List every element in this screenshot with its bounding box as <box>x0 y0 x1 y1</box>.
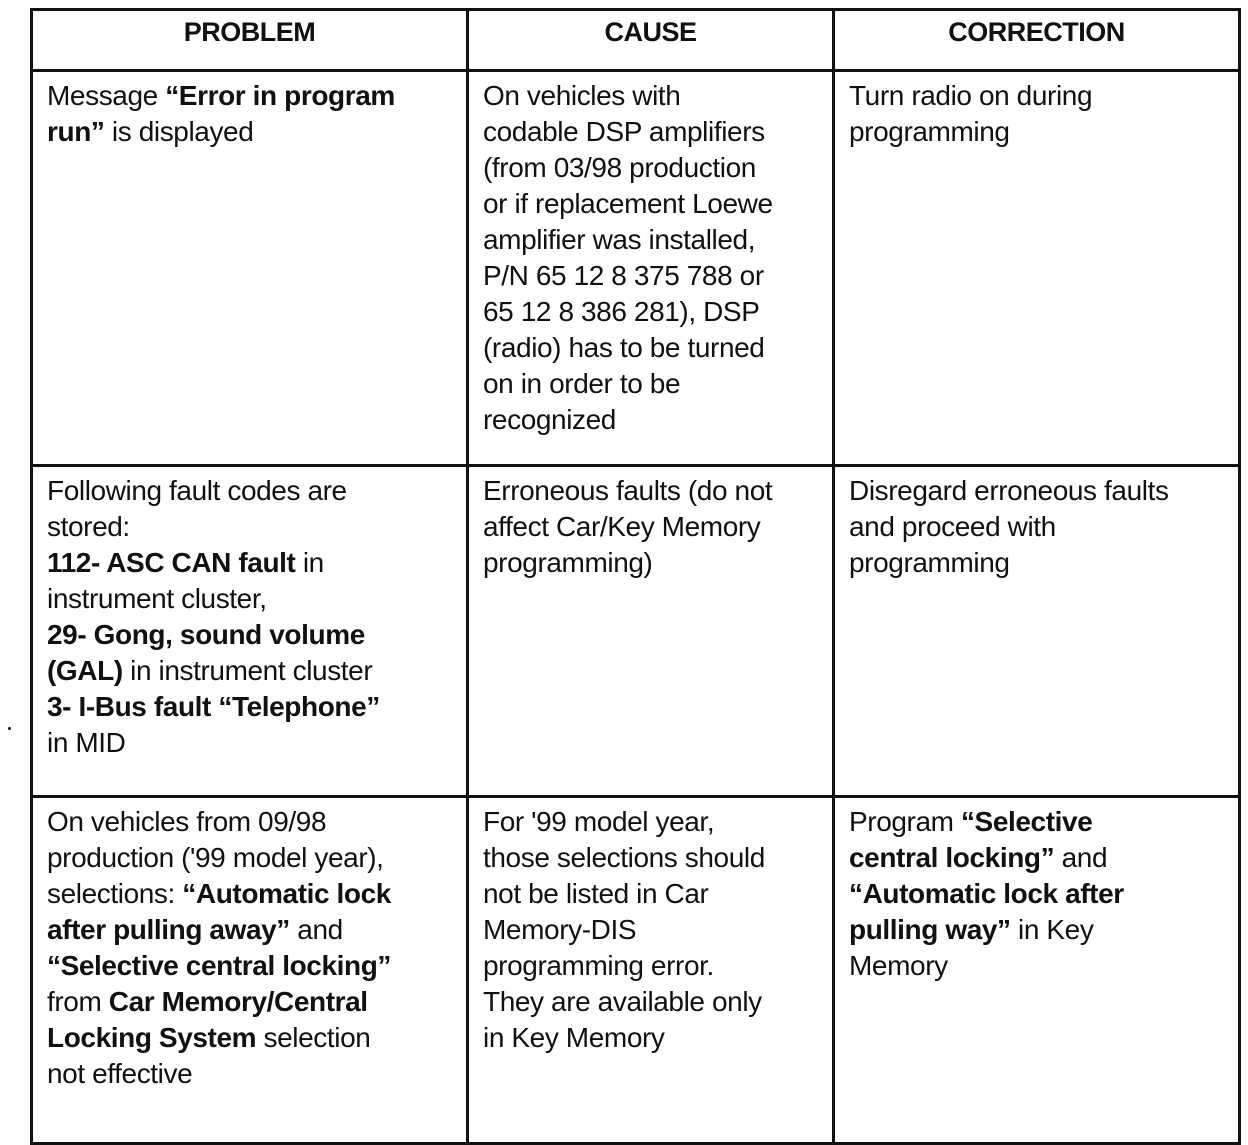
cell-line <box>483 330 822 366</box>
text: selections: <box>47 878 183 909</box>
bold-text: Car Memory/Central <box>108 986 368 1017</box>
cell-line <box>483 78 822 114</box>
cell-line <box>849 114 1228 150</box>
text: selection <box>256 1022 371 1053</box>
correction-cell <box>834 797 1240 1144</box>
cell-line <box>483 150 822 186</box>
cell-line <box>849 545 1228 581</box>
cell-line <box>483 509 822 545</box>
cell-line <box>483 804 822 840</box>
correction-cell <box>834 71 1240 466</box>
bold-text: Locking System <box>47 1022 257 1053</box>
text: Program <box>849 806 961 837</box>
cell-line <box>47 473 456 509</box>
text: Erroneous faults (do not <box>483 475 773 506</box>
troubleshooting-table <box>30 8 1241 1145</box>
cell-line <box>849 912 1228 948</box>
table-row <box>32 797 1240 1144</box>
text: programming <box>849 116 1010 147</box>
bold-text: run” <box>47 116 105 147</box>
cell-line <box>47 984 456 1020</box>
cell-line <box>47 581 456 617</box>
problem-cell <box>32 71 468 466</box>
cell-line <box>47 804 456 840</box>
header-problem: PROBLEM <box>32 10 468 71</box>
bold-text: “Selective central locking” <box>47 950 392 981</box>
text: On vehicles with <box>483 80 681 111</box>
text: stored: <box>47 511 130 542</box>
cell-line <box>47 1056 456 1092</box>
bold-text: pulling way” <box>849 914 1011 945</box>
bold-text: 29- Gong, sound volume <box>47 619 365 650</box>
text: and <box>1054 842 1108 873</box>
text: programming) <box>483 547 653 578</box>
text: (radio) has to be turned <box>483 332 765 363</box>
text: those selections should <box>483 842 765 873</box>
cell-line <box>47 617 456 653</box>
scan-speck <box>8 727 11 730</box>
cell-line <box>849 804 1228 840</box>
cell-line <box>47 545 456 581</box>
text: in Key Memory <box>483 1022 665 1053</box>
bold-text: (GAL) <box>47 655 123 686</box>
cause-cell <box>468 797 834 1144</box>
cell-line <box>849 78 1228 114</box>
cell-line <box>483 402 822 438</box>
text: codable DSP amplifiers <box>483 116 765 147</box>
cell-line <box>483 840 822 876</box>
cell-line <box>47 509 456 545</box>
cell-line <box>47 948 456 984</box>
cell-line <box>483 186 822 222</box>
cell-line <box>483 222 822 258</box>
text: They are available only <box>483 986 762 1017</box>
text: Turn radio on during <box>849 80 1093 111</box>
text: On vehicles from 09/98 <box>47 806 327 837</box>
cell-line <box>849 876 1228 912</box>
text: instrument cluster, <box>47 583 267 614</box>
text: amplifier was installed, <box>483 224 756 255</box>
cell-line <box>483 294 822 330</box>
table-row <box>32 466 1240 797</box>
text: not effective <box>47 1058 193 1089</box>
cause-cell <box>468 466 834 797</box>
cell-line <box>47 725 456 761</box>
cell-line <box>47 114 456 150</box>
cause-cell <box>468 71 834 466</box>
header-cause: CAUSE <box>468 10 834 71</box>
text: (from 03/98 production <box>483 152 756 183</box>
text: recognized <box>483 404 616 435</box>
bold-text: “Error in program <box>165 80 395 111</box>
text: P/N 65 12 8 375 788 or <box>483 260 764 291</box>
cell-line <box>483 876 822 912</box>
text: in MID <box>47 727 126 758</box>
bold-text: “Automatic lock after <box>849 878 1124 909</box>
correction-cell <box>834 466 1240 797</box>
cell-line <box>47 876 456 912</box>
cell-line <box>483 545 822 581</box>
cell-line <box>47 689 456 725</box>
cell-line <box>47 78 456 114</box>
cell-line <box>849 948 1228 984</box>
cell-line <box>47 840 456 876</box>
cell-line <box>849 840 1228 876</box>
header-row <box>32 10 1240 71</box>
cell-line <box>483 473 822 509</box>
cell-line <box>47 653 456 689</box>
cell-line <box>47 1020 456 1056</box>
text: on in order to be <box>483 368 681 399</box>
text: Memory <box>849 950 948 981</box>
text: or if replacement Loewe <box>483 188 773 219</box>
text: in Key <box>1010 914 1094 945</box>
text: production ('99 model year), <box>47 842 384 873</box>
cell-line <box>483 366 822 402</box>
bold-text: “Selective <box>960 806 1093 837</box>
problem-cell <box>32 797 468 1144</box>
cell-line <box>849 473 1228 509</box>
cell-line <box>483 984 822 1020</box>
text: in instrument cluster <box>122 655 373 686</box>
cell-line <box>849 509 1228 545</box>
cell-line <box>47 912 456 948</box>
text: Following fault codes are <box>47 475 347 506</box>
text: programming <box>849 547 1010 578</box>
text: Disregard erroneous faults <box>849 475 1169 506</box>
text: programming error. <box>483 950 714 981</box>
header-correction: CORRECTION <box>834 10 1240 71</box>
bold-text: 112- ASC CAN fault <box>47 547 296 578</box>
text: not be listed in Car <box>483 878 709 909</box>
text: and <box>289 914 343 945</box>
cell-line <box>483 1020 822 1056</box>
cell-line <box>483 912 822 948</box>
text: is displayed <box>104 116 254 147</box>
cell-line <box>483 258 822 294</box>
bold-text: after pulling away” <box>47 914 290 945</box>
bold-text: “Automatic lock <box>182 878 391 909</box>
bold-text: central locking” <box>849 842 1055 873</box>
text: affect Car/Key Memory <box>483 511 761 542</box>
cell-line <box>483 114 822 150</box>
cell-line <box>483 948 822 984</box>
text: and proceed with <box>849 511 1056 542</box>
text: Memory-DIS <box>483 914 637 945</box>
problem-cell <box>32 466 468 797</box>
text: 65 12 8 386 281), DSP <box>483 296 760 327</box>
table-row <box>32 71 1240 466</box>
text: Message <box>47 80 166 111</box>
bold-text: 3- I-Bus fault “Telephone” <box>47 691 380 722</box>
text: from <box>47 986 109 1017</box>
text: in <box>295 547 324 578</box>
text: For '99 model year, <box>483 806 715 837</box>
